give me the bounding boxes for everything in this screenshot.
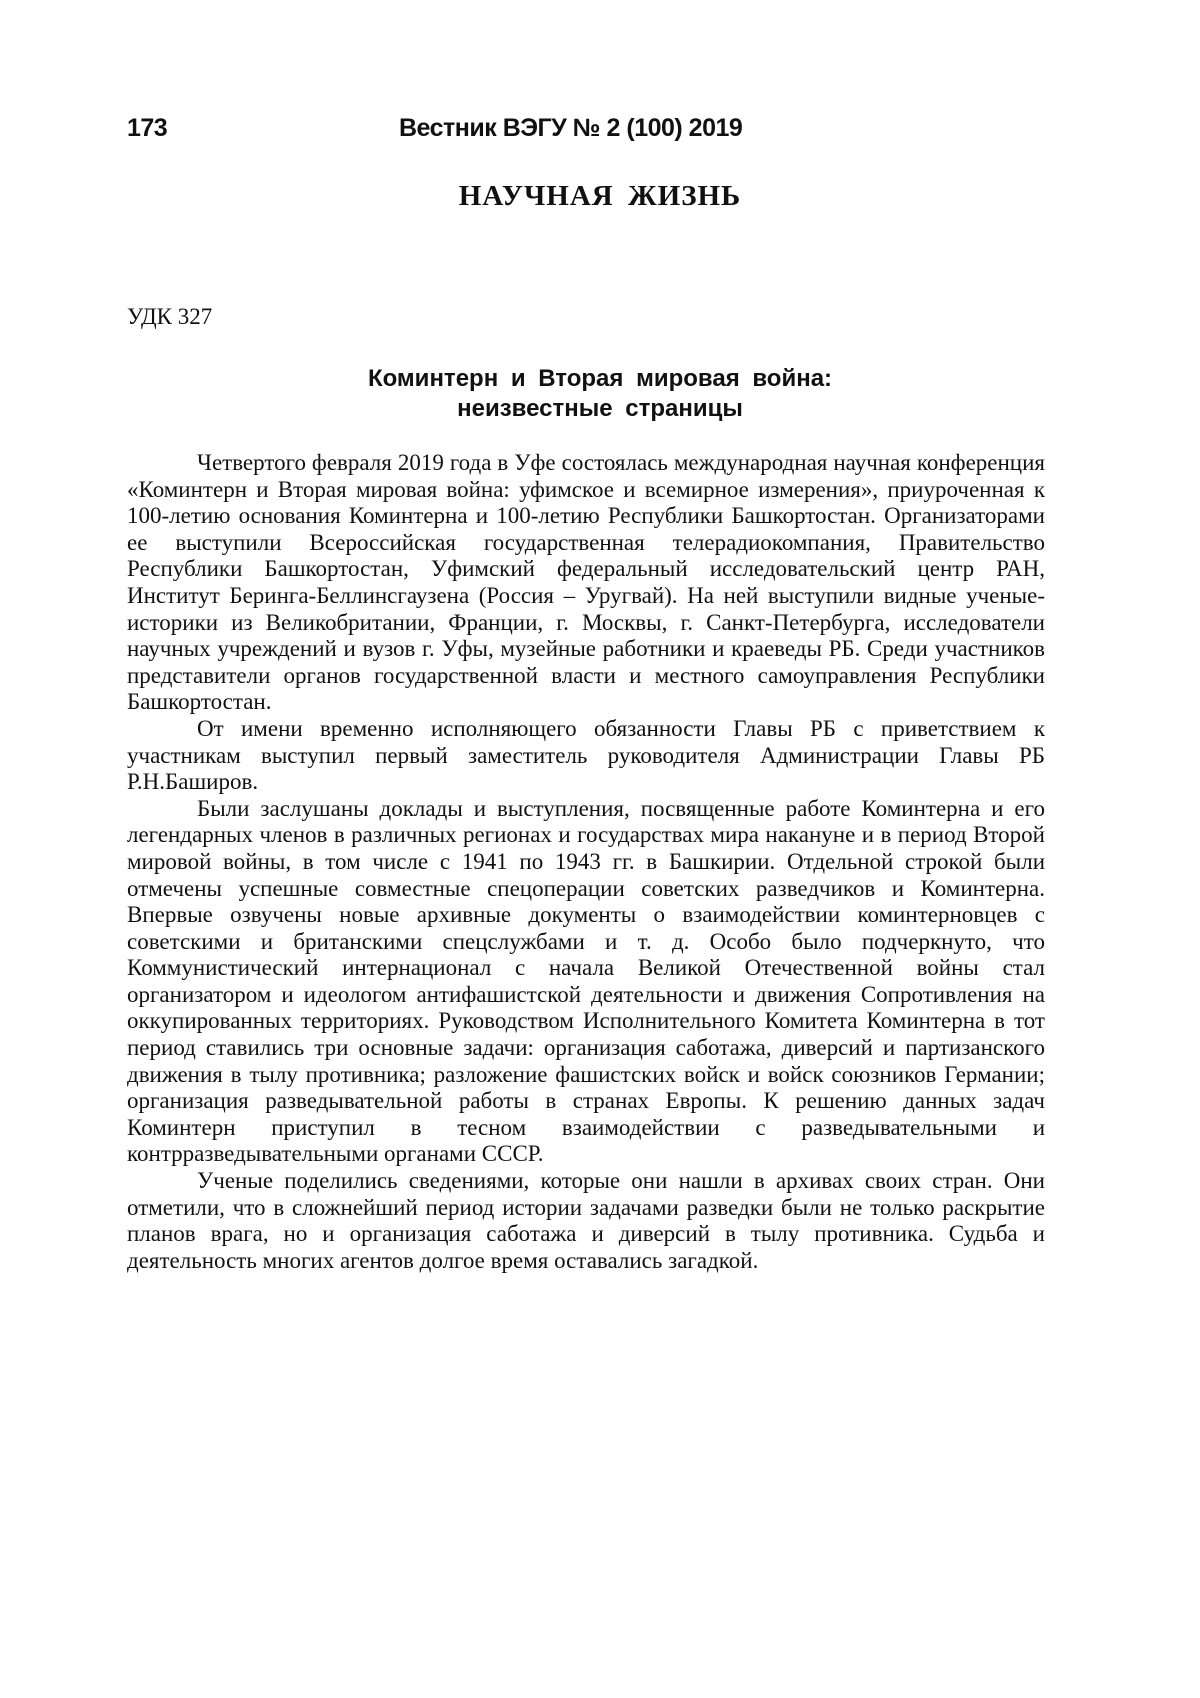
udc-code: УДК 327 (127, 304, 213, 329)
article-title-line-2: неизвестные страницы (457, 395, 743, 422)
article-title (0, 364, 1200, 424)
paragraph-2: От имени временно исполняющего обязанности Главы РБ с приветствием к участникам выступил первый заместитель руководителя Администрации Главы РБ Р.Н.Баширов. (127, 715, 1045, 795)
page-number: 173 (127, 114, 168, 142)
section-title: НАУЧНАЯ ЖИЗНЬ (458, 180, 742, 212)
paragraph-4: Ученые поделились сведениями, которые они нашли в архивах своих стран. Они отметили, что в сложнейший период истории задачами разведки были не только раскрытие планов врага, но и организация саботажа и диверсий в тылу противника. Судьба и деятельность многих агентов долгое время оставались загадкой. (127, 1168, 1045, 1273)
paragraph-1: Четвертого февраля 2019 года в Уфе состоялась международная научная конференция «Коминтерн и Вторая мировая война: уфимское и всемирное измерения», приуроченная к 100-летию основания Коминтерна и 100-летию Республики Башкортостан. Организаторами ее выступили Всероссийская государственная телерадиокомпания, Правительство Республики Башкортостан, Уфимский федеральный исследовательский центр РАН, Институт Беринга-Беллинсгаузена (Россия – Уругвай). На ней выступили видные ученые-историки из Великобритании, Франции, г. Москвы, г. Санкт-Петербурга, исследователи научных учреждений и вузов г. Уфы, музейные работники и краеведы РБ. Среди участников представители органов государственной власти и местного самоуправления Республики Башкортостан. (127, 450, 1045, 715)
journal-title: Вестник ВЭГУ № 2 (100) 2019 (399, 114, 743, 142)
article-body (127, 450, 1045, 1274)
running-header (127, 114, 747, 150)
paragraph-3: Были заслушаны доклады и выступления, посвященные работе Коминтерна и его легендарных членов в различных регионах и государствах мира накануне и в период Второй мировой войны, в том числе с 1941 по 1943 гг. в Башкирии. Отдельной строкой были отмечены успешные совместные спецоперации советских разведчиков и Коминтерна. Впервые озвучены новые архивные документы о взаимодействии коминтерновцев с советскими и британскими спецслужбами и т. д. Особо было подчеркнуто, что Коммунистический интернационал с начала Великой Отечественной войны стал организатором и идеологом антифашистской деятельности и движения Сопротивления на оккупированных территориях. Руководством Исполнительного Комитета Коминтерна в тот период ставились три основные задачи: организация саботажа, диверсий и партизанского движения в тылу противника; разложение фашистских войск и войск союзников Германии; организация разведывательной работы в странах Европы. К решению данных задач Коминтерн приступил в тесном взаимодействии с разведывательными и контрразведывательными органами СССР. (127, 795, 1045, 1167)
article-title-line-1: Коминтерн и Вторая мировая война: (367, 365, 833, 392)
